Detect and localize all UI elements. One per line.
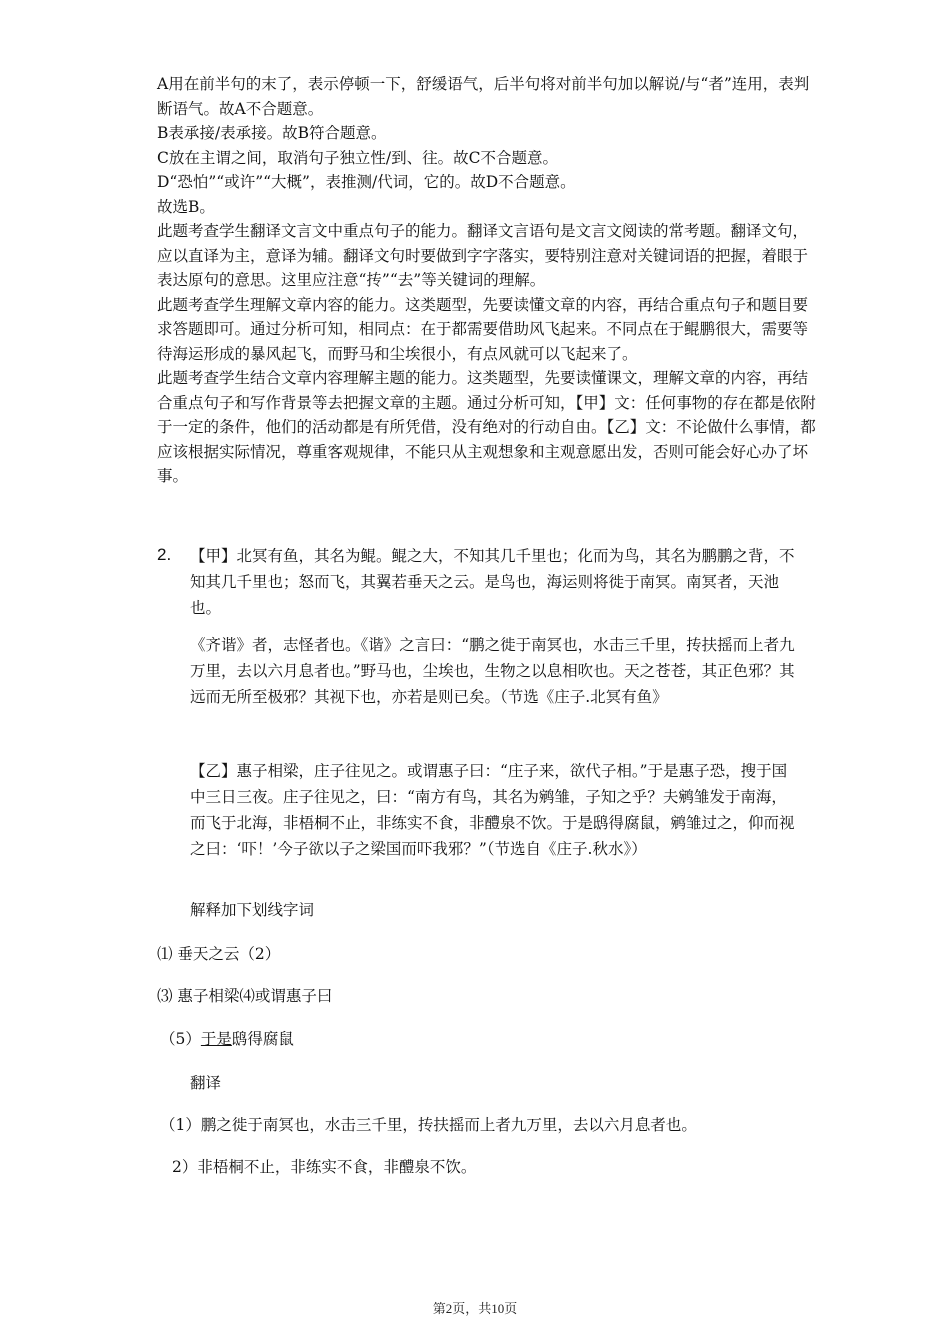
translate-item-1: （1）鹏之徙于南冥也，水击三千里，抟扶摇而上者九万里，去以六月息者也。 <box>160 1116 697 1134</box>
page-footer: 第2页，共10页 <box>432 1301 518 1316</box>
answer-line-c: C放在主谓之间，取消句子独立性/到、往。故C不合题意。 <box>157 148 558 167</box>
content-analysis: 此题考查学生理解文章内容的能力。这类题型，先要读懂文章的内容，再结合重点句子和题目要求答题即可。通过分析可知，相同点：在于都需要借助风飞起来。不同点在于鲲鹏很大，需要等待海运形成的暴风起飞，而野马和尘埃很小，有点风就可以飞起来了。 <box>157 295 809 363</box>
underlined-word: 于是 <box>200 1030 232 1048</box>
translate-title: 翻译 <box>190 1074 222 1092</box>
translate-item-2: 2）非梧桐不止，非练实不食，非醴泉不饮。 <box>172 1158 477 1176</box>
question-number: 2. <box>157 545 172 564</box>
explain-title: 解释加下划线字词 <box>190 901 315 919</box>
passage-yi <box>190 758 800 862</box>
answer-explanations <box>157 72 817 489</box>
explain-item-3: ⑶ 惠子相梁⑷或谓惠子曰 <box>157 987 333 1005</box>
explain-item-1: ⑴ 垂天之云（2） <box>157 945 281 963</box>
passage-jia-1-text: 【甲】北冥有鱼，其名为鲲。鲲之大，不知其几千里也；化而为鸟，其名为鹏鹏之背，不知其几千里也；怒而飞，其翼若垂天之云。是鸟也，海运则将徙于南冥。南冥者，天池也。 <box>190 547 795 617</box>
theme-analysis: 此题考查学生结合文章内容理解主题的能力。这类题型，先要读懂课文，理解文章的内容，再结合重点句子和写作背景等去把握文章的主题。通过分析可知，【甲】文：任何事物的存在都是依附于一定的条件，他们的活动都是有所凭借，没有绝对的行动自由。【乙】文：不论做什么事情，都应该根据实际情况，尊重客观规律，不能只从主观想象和主观意愿出发，否则可能会好心办了坏事。 <box>157 369 816 485</box>
answer-line-b: B表承接/表承接。故B符合题意。 <box>157 124 387 142</box>
explain-item-5-rest: 鸱得腐鼠 <box>231 1030 294 1048</box>
passage-jia-2-text: 《齐谐》者，志怪者也。《谐》之言曰：“鹏之徙于南冥也，水击三千里，抟扶摇而上者九万里，去以六月息者也。”野马也，尘埃也，生物之以息相吹也。天之苍苍，其正色邪？其远而无所至极邪？其视下也，亦若是则已矣。（节选《庄子.北冥有鱼》 <box>190 636 795 706</box>
explain-item-5-prefix: （5） <box>160 1030 201 1048</box>
translation-analysis: 此题考查学生翻译文言文中重点句子的能力。翻译文言语句是文言文阅读的常考题。翻译文句，应以直译为主，意译为辅。翻译文句时要做到字字落实，要特别注意对关键词语的把握，着眼于表达原句的意思。这里应注意“抟”“去”等关键词的理解。 <box>157 222 809 289</box>
answer-line-d: D“恐怕”“或许”“大概”，表推测/代词，它的。故D不合题意。 <box>157 173 576 191</box>
explain-item-5 <box>160 1027 294 1051</box>
answer-choice: 故选B。 <box>157 197 215 216</box>
passage-yi-text: 【乙】惠子相梁，庄子往见之。或谓惠子曰：“庄子来，欲代子相。”于是惠子恐，搜于国中三日三夜。庄子往见之，曰：“南方有鸟，其名为鹓雏，子知之乎？夫鹓雏发于南海，而飞于北海，非梧桐不止，非练实不食，非醴泉不饮。于是鸱得腐鼠，鹓雏过之，仰而视之曰：‘吓！’今子欲以子之梁国而吓我邪？”（节选自《庄子.秋水》） <box>190 762 795 858</box>
passage-jia-2 <box>190 632 800 710</box>
passage-jia-1 <box>190 543 800 621</box>
answer-line-a: A用在前半句的末了，表示停顿一下，舒缓语气，后半句将对前半句加以解说/与“者”连用，表判断语气。故A不合题意。 <box>157 75 810 118</box>
